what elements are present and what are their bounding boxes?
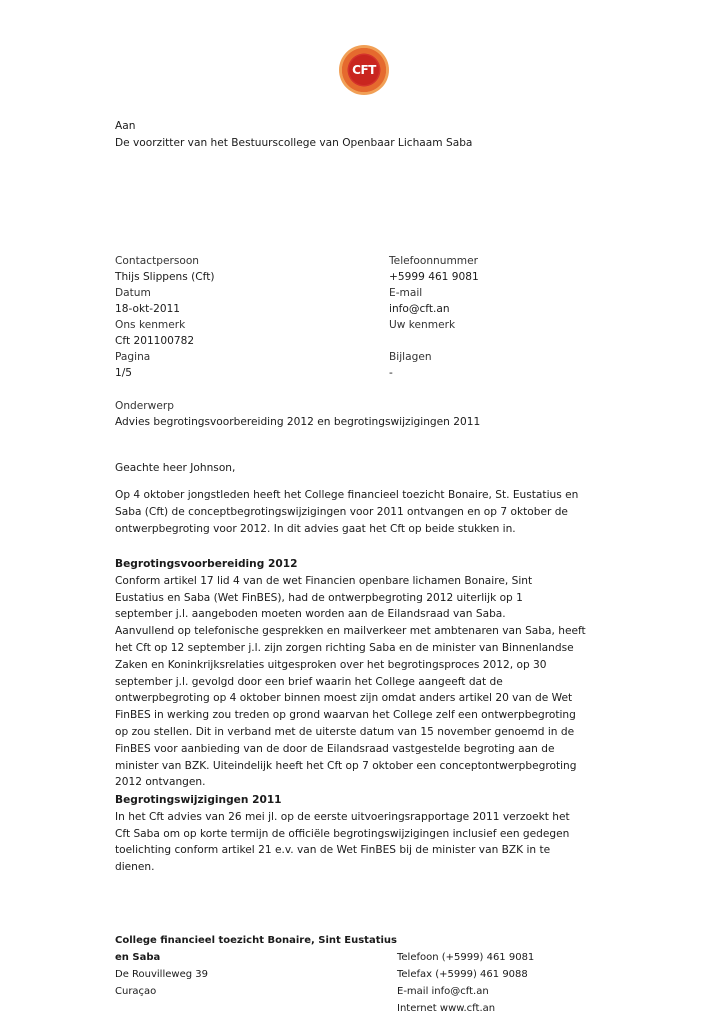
attachments-value: - xyxy=(389,367,393,379)
footer-city: Curaçao xyxy=(115,986,157,997)
paragraph-line: Conform artikel 17 lid 4 van de wet Financien openbare lichamen Bonaire, Sint xyxy=(115,574,533,587)
paragraph-line: ontwerpbegroting op 4 oktober binnen moest zijn omdat anders artikel 20 van de Wet xyxy=(115,692,573,705)
salutation: Geachte heer Johnson, xyxy=(115,462,236,474)
date-label: Datum xyxy=(115,287,151,299)
cft-logo-icon xyxy=(339,45,389,95)
phone-label: Telefoonnummer xyxy=(389,255,478,267)
intro-paragraph xyxy=(115,487,655,537)
page-label: Pagina xyxy=(115,351,151,363)
paragraph-line: Saba (Cft) de conceptbegrotingswijzigingen voor 2011 ontvangen en op 7 oktober de xyxy=(115,505,568,518)
paragraph-line: toelichting conform artikel 21 e.v. van de Wet FinBES bij de minister van BZK in te xyxy=(115,844,551,857)
paragraph-line: minister van BZK. Uiteindelijk heeft het Cft op 7 oktober een conceptontwerpbegroting xyxy=(115,759,577,772)
section-heading: Begrotingswijzigingen 2011 xyxy=(115,794,282,806)
paragraph-line: Aanvullend op telefonische gesprekken en mailverkeer met ambtenaren van Saba, heeft xyxy=(115,625,586,638)
paragraph-line: 2012 ontvangen. xyxy=(115,776,206,789)
paragraph-line: In het Cft advies van 26 mei jl. op de eerste uitvoeringsrapportage 2011 verzoekt het xyxy=(115,810,570,823)
email-value: info@cft.an xyxy=(389,303,450,315)
footer-contact xyxy=(397,949,534,1017)
paragraph-line: Eustatius en Saba (Wet FinBES), had de ontwerpbegroting 2012 uiterlijk op 1 xyxy=(115,591,523,604)
contact-label: Contactpersoon xyxy=(115,255,200,267)
date-value: 18-okt-2011 xyxy=(115,303,181,315)
paragraph-line: ontwerpbegroting voor 2012. In dit advies gaat het Cft op beide stukken in. xyxy=(115,522,516,535)
your-reference-label: Uw kenmerk xyxy=(389,319,456,331)
addressee-name: De voorzitter van het Bestuurscollege van Openbaar Lichaam Saba xyxy=(115,137,473,149)
footer-phone: Telefoon (+5999) 461 9081 xyxy=(397,952,535,963)
paragraph-line: dienen. xyxy=(115,861,155,874)
footer-fax: Telefax (+5999) 461 9088 xyxy=(397,969,528,980)
paragraph-line: september j.l. gevolgd door een brief waarin het College aangeeft dat de xyxy=(115,675,503,688)
subject-label: Onderwerp xyxy=(115,400,174,412)
email-label: E-mail xyxy=(389,287,423,299)
footer-email[interactable]: E-mail info@cft.an xyxy=(397,986,489,997)
paragraph-line: september j.l. aangeboden moeten worden aan de Eilandsraad van Saba. xyxy=(115,608,506,621)
paragraph-line: FinBES in werking zou treden op grond waarvan het College zelf een ontwerpbegroting xyxy=(115,709,576,722)
page-value: 1/5 xyxy=(115,367,133,379)
phone-value: +5999 461 9081 xyxy=(389,271,479,283)
paragraph-line: Cft Saba om op korte termijn de officiële begrotingswijzigingen inclusief een gedegen xyxy=(115,827,570,840)
footer-org-line1: College financieel toezicht Bonaire, Sint Eustatius xyxy=(115,935,397,946)
footer-org-line2: en Saba xyxy=(115,952,161,963)
footer-address xyxy=(115,932,397,1000)
attachments-label: Bijlagen xyxy=(389,351,432,363)
footer-website[interactable]: Internet www.cft.an xyxy=(397,1003,496,1014)
addressee-label: Aan xyxy=(115,120,136,132)
contact-value: Thijs Slippens (Cft) xyxy=(115,271,215,283)
our-reference-value: Cft 201100782 xyxy=(115,335,195,347)
subject-value: Advies begrotingsvoorbereiding 2012 en begrotingswijzigingen 2011 xyxy=(115,416,481,428)
section-budget-changes xyxy=(115,792,655,876)
section-budget-preparation xyxy=(115,556,655,791)
paragraph-line: Zaken en Koninkrijksrelaties uitgesproken over het begrotingsproces 2012, op 30 xyxy=(115,658,547,671)
section-heading: Begrotingsvoorbereiding 2012 xyxy=(115,558,298,570)
footer-street: De Rouvilleweg 39 xyxy=(115,969,208,980)
paragraph-line: FinBES voor aanbieding van de door de Eilandsraad vastgestelde begroting aan de xyxy=(115,742,555,755)
our-reference-label: Ons kenmerk xyxy=(115,319,186,331)
logo-text: CFT xyxy=(349,55,379,85)
paragraph-line: Op 4 oktober jongstleden heeft het College financieel toezicht Bonaire, St. Eustatius en xyxy=(115,489,579,501)
paragraph-line: op zou stellen. Dit in verband met de uiterste datum van 15 november genoemd in de xyxy=(115,725,575,738)
paragraph-line: het Cft op 12 september j.l. zijn zorgen richting Saba en de minister van Binnenlandse xyxy=(115,641,574,654)
